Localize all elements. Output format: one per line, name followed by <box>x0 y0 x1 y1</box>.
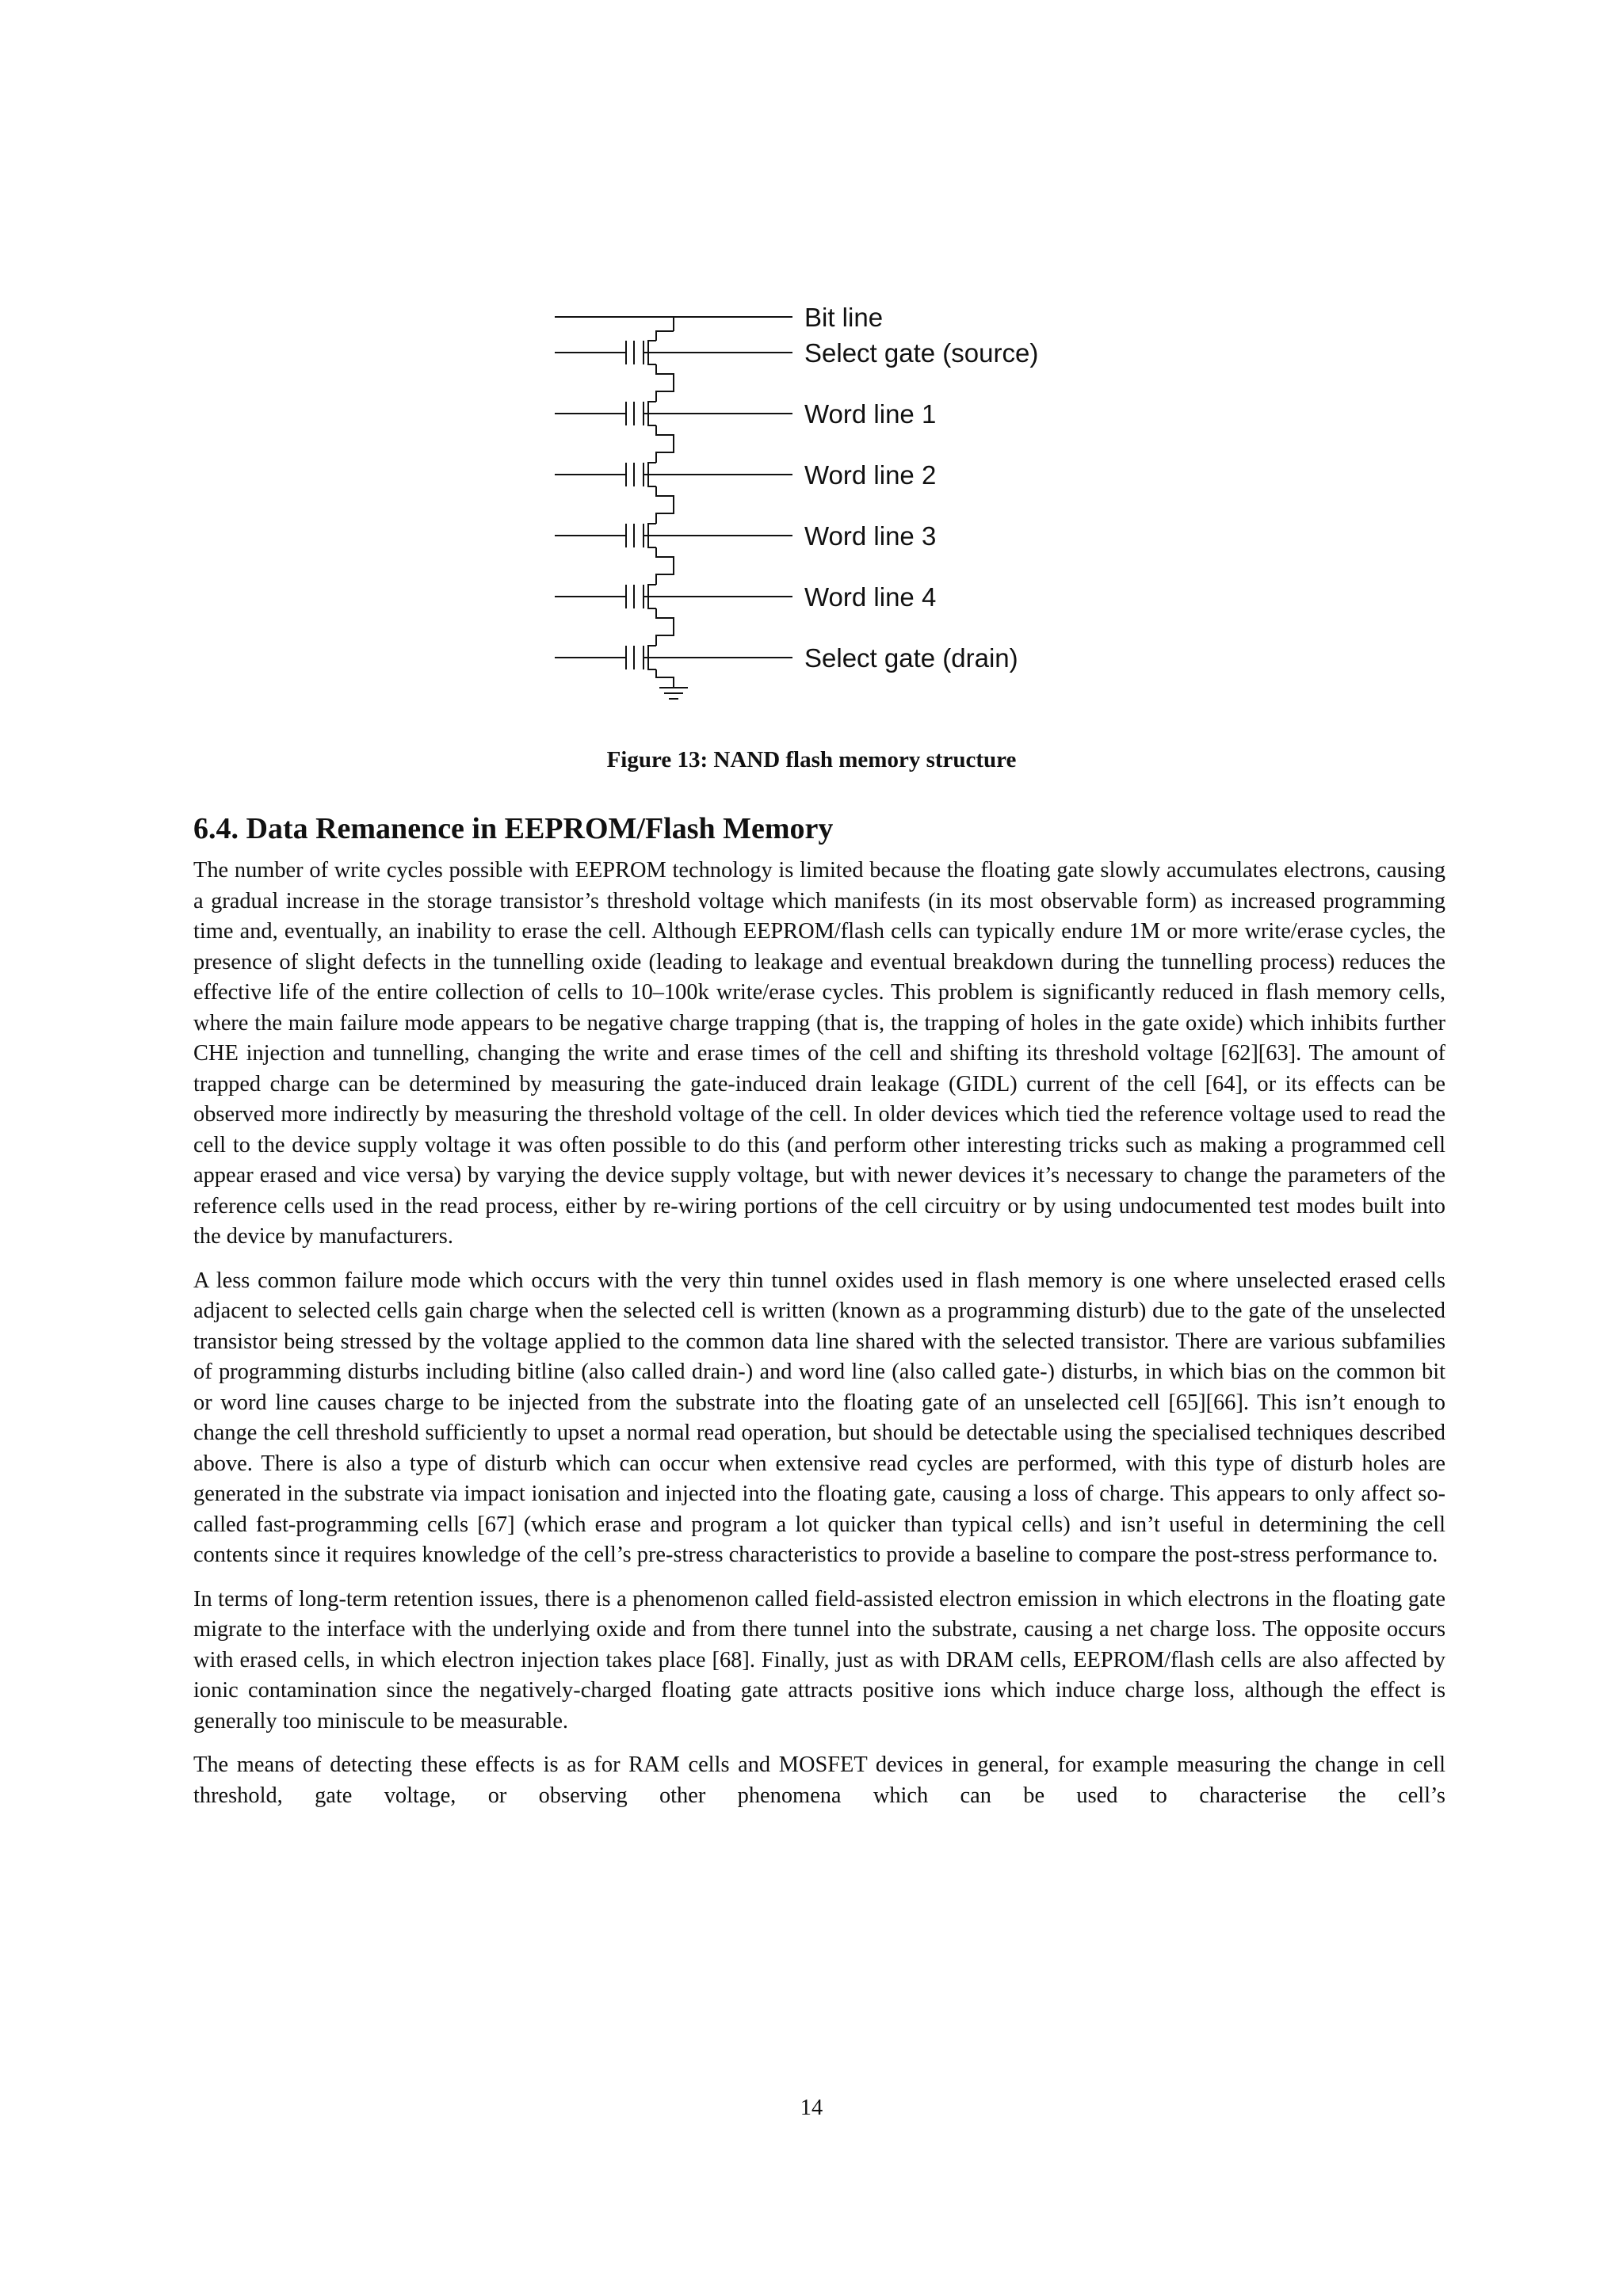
cell-select-drain <box>555 646 792 669</box>
paragraph: In terms of long-term retention issues, there is a phenomenon called field-assisted electron emission in which electrons in the floating gate migrate to the interface with the underlying oxide and from there tunnel into the substrate, causing a net charge loss. The opposite occurs with erased cells, in which electron injection takes place [68]. Finally, just as with DRAM cells, EEPROM/flash cells are also affected by ionic contamination since the negatively-charged floating gate attracts positive ions which induce charge loss, although the effect is generally too miniscule to be measurable. <box>193 1586 1445 1733</box>
label-select-gate-drain: Select gate (drain) <box>804 643 1018 673</box>
ground-icon <box>659 688 688 699</box>
body-text <box>193 856 1445 1825</box>
paragraph: The means of detecting these effects is as for RAM cells and MOSFET devices in general, for example measuring the change in cell threshold, gate voltage, or observing other phenomena which can be used to characterise the cell’s <box>193 1753 1445 1808</box>
nand-flash-diagram <box>539 293 1078 705</box>
label-word-line-1: Word line 1 <box>804 399 937 429</box>
label-word-line-2: Word line 2 <box>804 460 937 490</box>
cell-word-line-4 <box>555 585 792 608</box>
cell-word-line-2 <box>555 463 792 486</box>
paragraph: A less common failure mode which occurs with the very thin tunnel oxides used in flash memory is one where unselected erased cells adjacent to selected cells gain charge when the selected cell is written (known as a programming disturb) due to the gate of the unselected transistor being stressed by the voltage applied to the common data line shared with the selected transistor. There are various subfamilies of programming disturbs including bitline (also called drain-) and word line (also called gate-) disturbs, in which bias on the common bit or word line causes charge to be injected from the substrate into the floating gate of an unselected cell [65][66]. This isn’t enough to change the cell threshold sufficiently to upset a normal read operation, but should be detectable using the specialised techniques described above. There is also a type of disturb which can occur when extensive read cycles are performed, with this type of disturb holes are generated in the substrate via impact ionisation and injected into the floating gate, causing a loss of charge. This appears to only affect so-called fast-programming cells [67] (which erase and program a lot quicker than typical cells) and isn’t useful in determining the cell contents since it requires knowledge of the cell’s pre-stress characteristics to provide a baseline to compare the post-stress performance to. <box>193 1268 1445 1567</box>
paragraph: The number of write cycles possible with EEPROM technology is limited because the floating gate slowly accumulates electrons, causing a gradual increase in the storage transistor’s threshold voltage which manifests (in its most observable form) as increased programming time and, eventually, an inability to erase the cell. Although EEPROM/flash cells can typically endure 1M or more write/erase cycles, the presence of slight defects in the tunnelling oxide (leading to leakage and eventual breakdown during the tunnelling process) reduces the effective life of the entire collection of cells to 10–100k write/erase cycles. This problem is significantly reduced in flash memory cells, where the main failure mode appears to be negative charge trapping (that is, the trapping of holes in the gate oxide) which inhibits further CHE injection and tunnelling, changing the write and erase times of the cell and shifting its threshold voltage [62][63]. The amount of trapped charge can be determined by measuring the gate-induced drain leakage (GIDL) current of the cell [64], or its effects can be observed more indirectly by measuring the threshold voltage of the cell. In older devices which tied the reference voltage used to read the cell to the device supply voltage it was often possible to do this (and perform other interesting tricks such as making a programmed cell appear erased and vice versa) by varying the device supply voltage, but with newer devices it’s necessary to change the parameters of the reference cells used in the read process, either by re-wiring portions of the cell circuitry or by using undocumented test modes built into the device by manufacturers. <box>193 858 1445 1249</box>
chain-jog-1 <box>656 364 674 402</box>
chain-jog-5 <box>656 608 674 646</box>
section-heading: 6.4. Data Remanence in EEPROM/Flash Memory <box>193 812 834 845</box>
chain-jog-2 <box>656 425 674 463</box>
label-word-line-3: Word line 3 <box>804 521 937 551</box>
figure-caption: Figure 13: NAND flash memory structure <box>606 747 1017 772</box>
label-select-gate-source: Select gate (source) <box>804 338 1039 368</box>
chain-jog-4 <box>656 547 674 585</box>
cell-word-line-3 <box>555 524 792 547</box>
label-bit-line: Bit line <box>804 303 884 332</box>
chain-jog-3 <box>656 486 674 524</box>
cell-word-line-1 <box>555 402 792 425</box>
label-word-line-4: Word line 4 <box>804 582 937 612</box>
chain-jog-top <box>656 331 674 341</box>
chain-jog-bottom <box>656 669 674 688</box>
cell-select-source <box>555 341 792 364</box>
page-number: 14 <box>800 2096 823 2120</box>
